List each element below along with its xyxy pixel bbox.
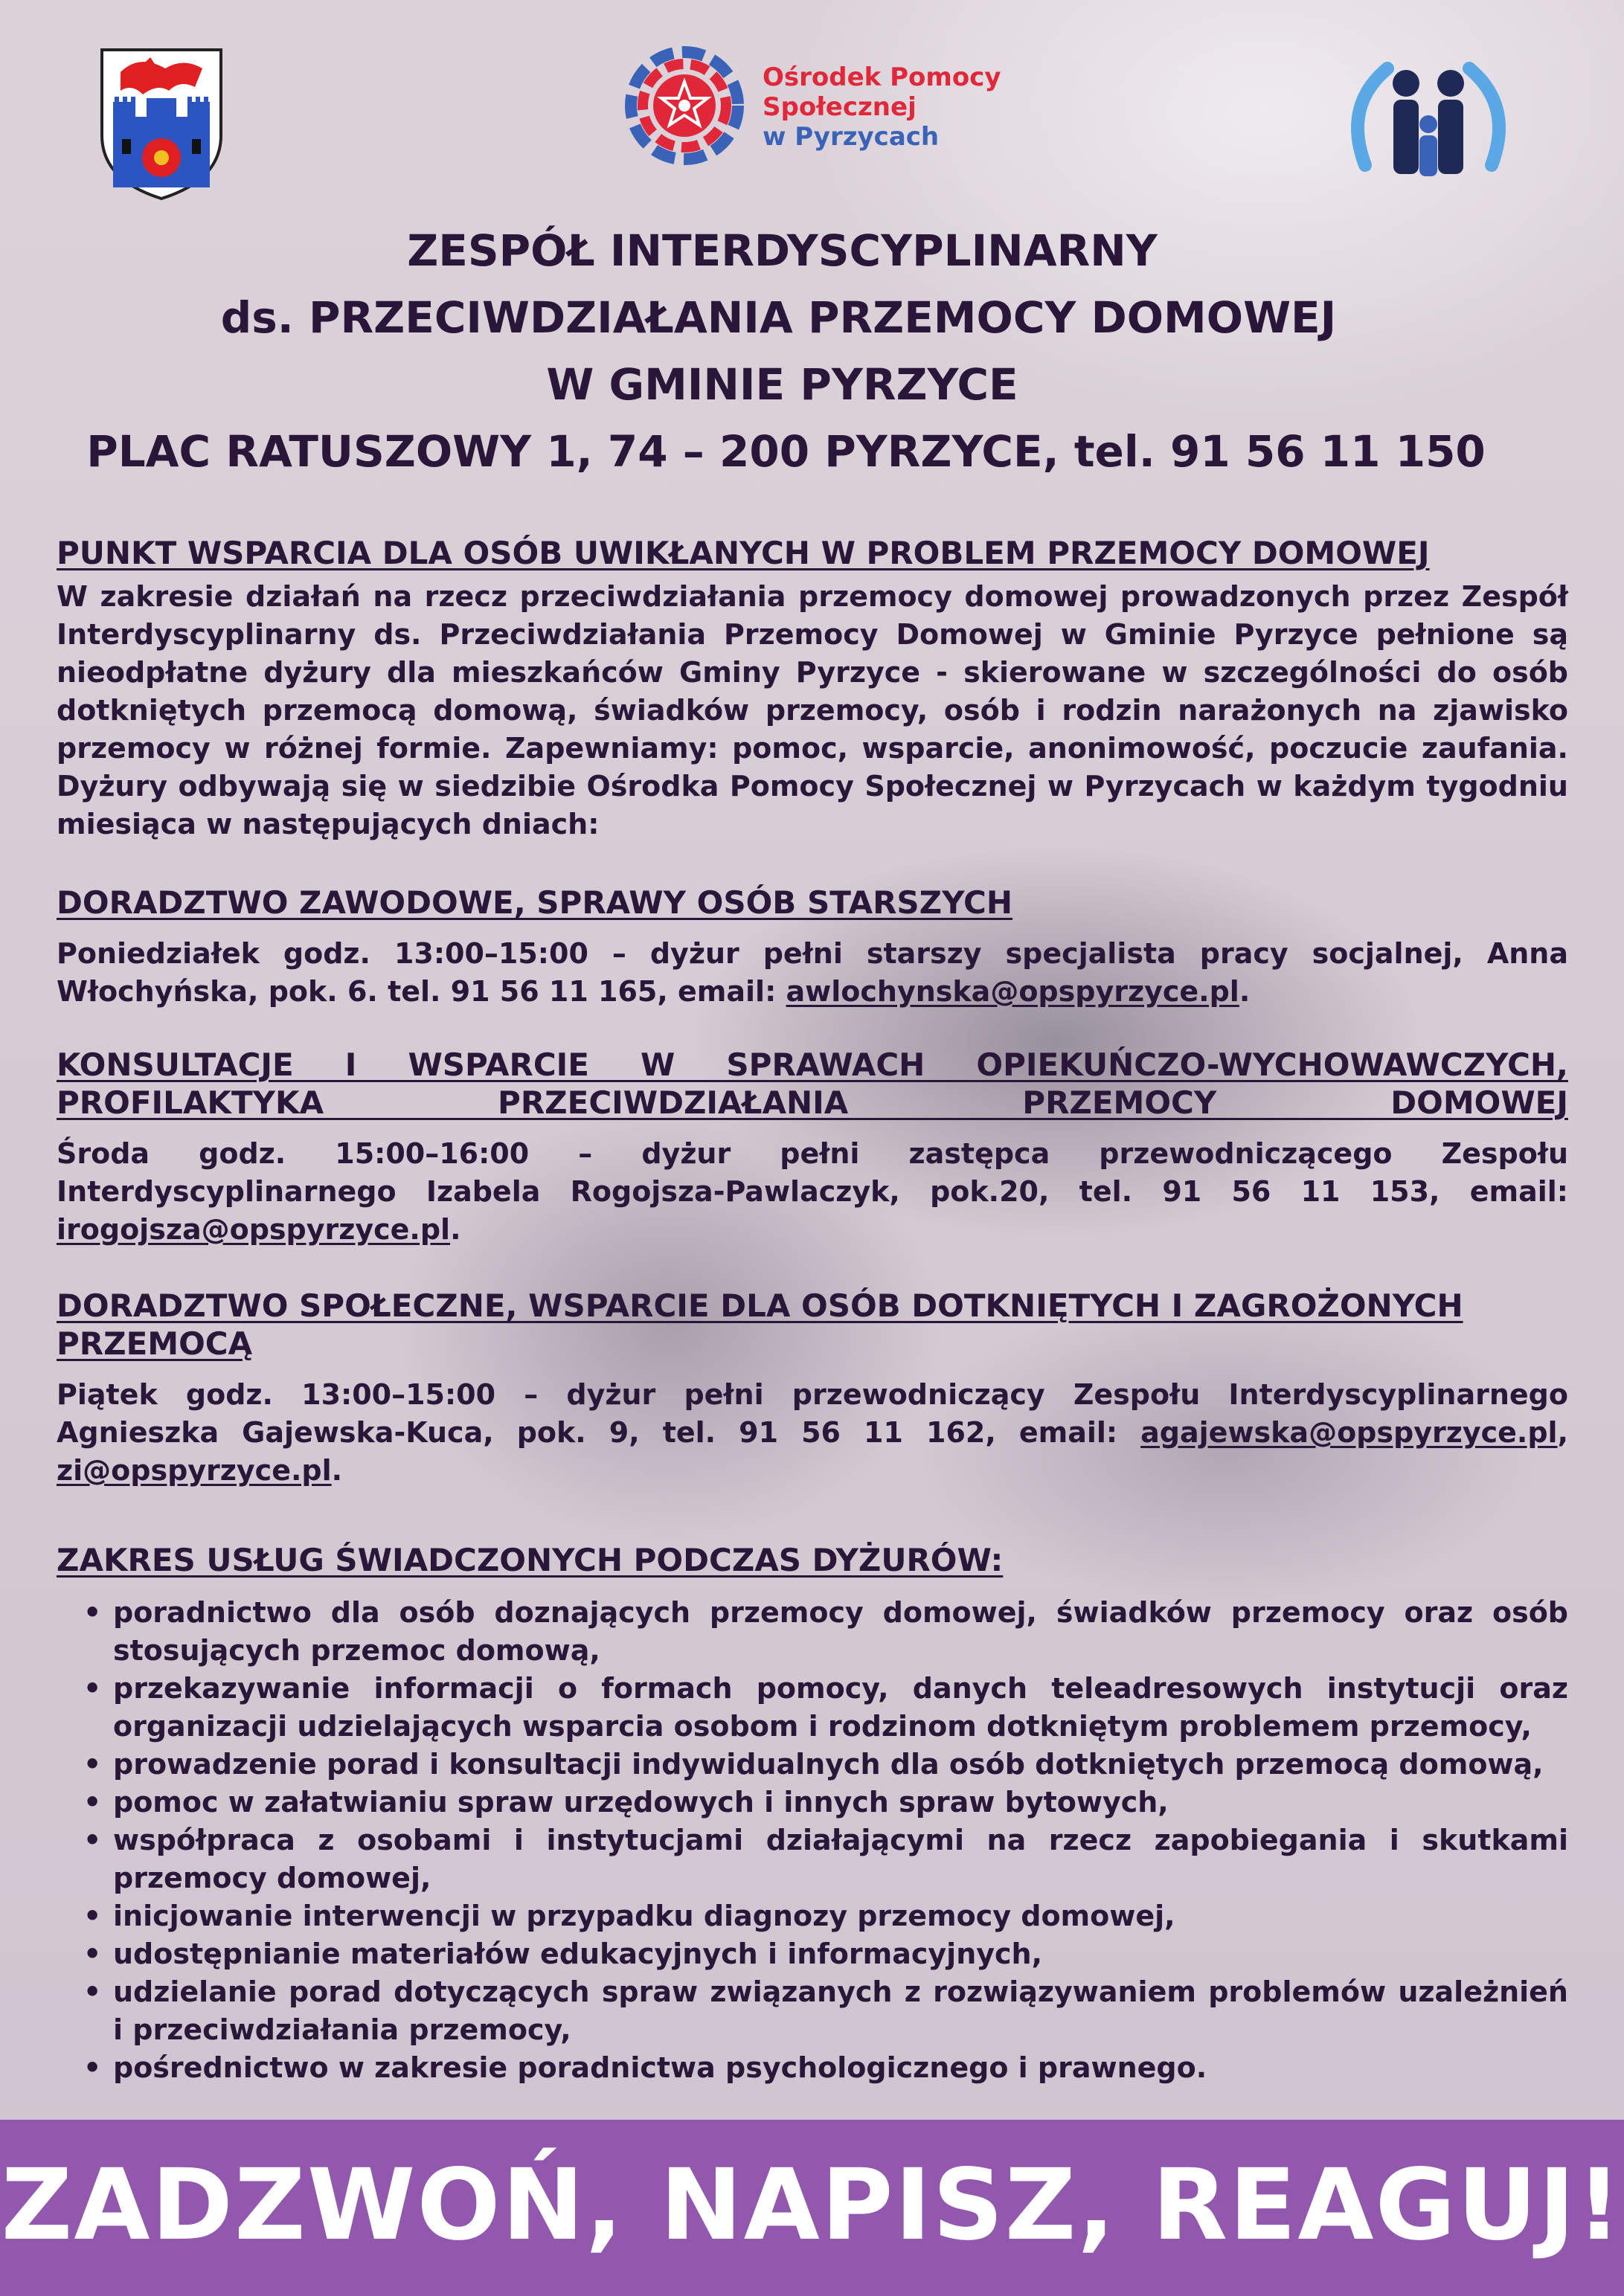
services-list-item: • współpraca z osobami i instytucjami działającymi na rzecz zapobiegania i skutkami przemocy domowej, [83,1821,1568,1897]
services-list-item: • prowadzenie porad i konsultacji indywidualnych dla osób dotkniętych przemocą domową, [83,1746,1568,1784]
section5-title: ZAKRES USŁUG ŚWIADCZONYCH PODCZAS DYŻURÓW: [57,1542,1004,1578]
ops-logo-text [763,62,1001,152]
coat-of-arms-logo [98,46,225,202]
services-list-item: • pomoc w załatwianiu spraw urzędowych i innych spraw bytowych, [83,1784,1568,1821]
section3-text: Środa godz. 15:00–16:00 – dyżur pełni zastępca przewodniczącego Zespołu Interdyscyplinarnego Izabela Rogojsza-Pawlaczyk, pok.20, tel. 91 56 11 153, email: [57,1137,1568,1208]
services-list-item: • przekazywanie informacji o formach pomocy, danych teleadresowych instytucji oraz organizacji udzielających wsparcia osobom i rodzinom dotkniętym problemem przemocy, [83,1670,1568,1746]
section2-end: . [1239,975,1251,1008]
ops-logo-line2: Społecznej [763,92,917,122]
header-title-line3: W GMINIE PYRZYCE [546,359,1018,410]
ops-logo-line3: w Pyrzycach [763,122,940,152]
header-title-line1: ZESPÓŁ INTERDYSCYPLINARNY [407,225,1158,276]
section-parenting-consultations [57,1046,1568,1249]
section-social-counseling [57,1287,1568,1490]
section2-title: DORADZTWO ZAWODOWE, SPRAWY OSÓB STARSZYCH [57,884,1013,921]
crest-icon [98,46,225,202]
section4-title: DORADZTWO SPOŁECZNE, WSPARCIE DLA OSÓB DOTKNIĘTYCH I ZAGROŻONYCH PRZEMOCĄ [57,1287,1463,1362]
section3-title: KONSULTACJE I WSPARCIE W SPRAWACH OPIEKUŃCZO-WYCHOWAWCZYCH, PROFILAKTYKA PRZECIWDZIAŁANIA PRZEMOCY DOMOWEJ [57,1046,1568,1121]
section2-text: Poniedziałek godz. 13:00–15:00 – dyżur pełni starszy specjalista pracy socjalnej, Anna Włochyńska, pok. 6. tel. 91 56 11 165, email: [57,937,1568,1008]
services-list-item: • inicjowanie interwencji w przypadku diagnozy przemocy domowej, [83,1897,1568,1935]
section-career-counseling [57,884,1568,1011]
services-list-item: • udzielanie porad dotyczących spraw związanych z rozwiązywaniem problemów uzależnień i przeciwdziałania przemocy, [83,1973,1568,2049]
section4-text: Piątek godz. 13:00–15:00 – dyżur pełni przewodniczący Zespołu Interdyscyplinarnego Agnieszka Gajewska-Kuca, pok. 9, tel. 91 56 11 162, email: [57,1378,1568,1449]
section4-sep: , [1557,1416,1568,1449]
services-list [57,1594,1568,2087]
ops-pyrzyce-logo [621,46,1038,165]
email-link-agajewska[interactable]: agajewska@opspyrzyce.pl [1140,1416,1558,1449]
header-title-line2: ds. PRZECIWDZIAŁANIA PRZEMOCY DOMOWEJ [220,292,1337,343]
email-link-awlochynska[interactable]: awlochynska@opspyrzyce.pl [786,975,1239,1008]
family-logo [1343,54,1514,195]
section1-body: W zakresie działań na rzecz przeciwdziałania przemocy domowej prowadzonych przez Zespół Interdyscyplinarny ds. Przeciwdziałania Przemocy Domowej w Gminie Pyrzyce pełnione są nieodpłatne dyżury dla mieszkańców Gminy Pyrzyce - skierowane w szczególności do osób dotkniętych przemocą domową, świadków przemocy, osób i rodzin narażonych na zjawisko przemocy w różnej formie. Zapewniamy: pomoc, wsparcie, anonimowość, poczucie zaufania. Dyżury odbywają się w siedzibie Ośrodka Pomocy Społecznej w Pyrzycach w każdym tygodniu miesiąca w następujących dniach: [57,580,1568,840]
ops-logo-line1: Ośrodek Pomocy [763,62,1001,92]
family-care-icon [1343,54,1514,195]
services-list-item: • pośrednictwo w zakresie poradnictwa psychologicznego i prawnego. [83,2049,1568,2087]
section-services-scope [57,1541,1568,2087]
header-address: PLAC RATUSZOWY 1, 74 – 200 PYRZYCE, tel. 91 56 11 150 [86,426,1486,477]
services-list-item: • poradnictwo dla osób doznających przemocy domowej, świadków przemocy oraz osób stosujących przemoc domową, [83,1594,1568,1670]
email-link-irogojsza[interactable]: irogojsza@opspyrzyce.pl [57,1213,451,1246]
footer-slogan: ZADZWOŃ, NAPISZ, REAGUJ! [1,2148,1623,2263]
page-header [0,217,1624,485]
email-link-zi[interactable]: zi@opspyrzyce.pl [57,1454,332,1487]
section3-body [57,1135,1568,1249]
ops-rosette-icon [621,46,748,165]
section4-body [57,1376,1568,1490]
section-support-point [57,534,1568,843]
section2-body [57,935,1568,1011]
section3-end: . [450,1213,461,1246]
section1-title: PUNKT WSPARCIA DLA OSÓB UWIKŁANYCH W PROBLEM PRZEMOCY DOMOWEJ [57,535,1430,571]
section4-end: . [331,1454,343,1487]
services-list-item: • udostępnianie materiałów edukacyjnych i informacyjnych, [83,1935,1568,1973]
